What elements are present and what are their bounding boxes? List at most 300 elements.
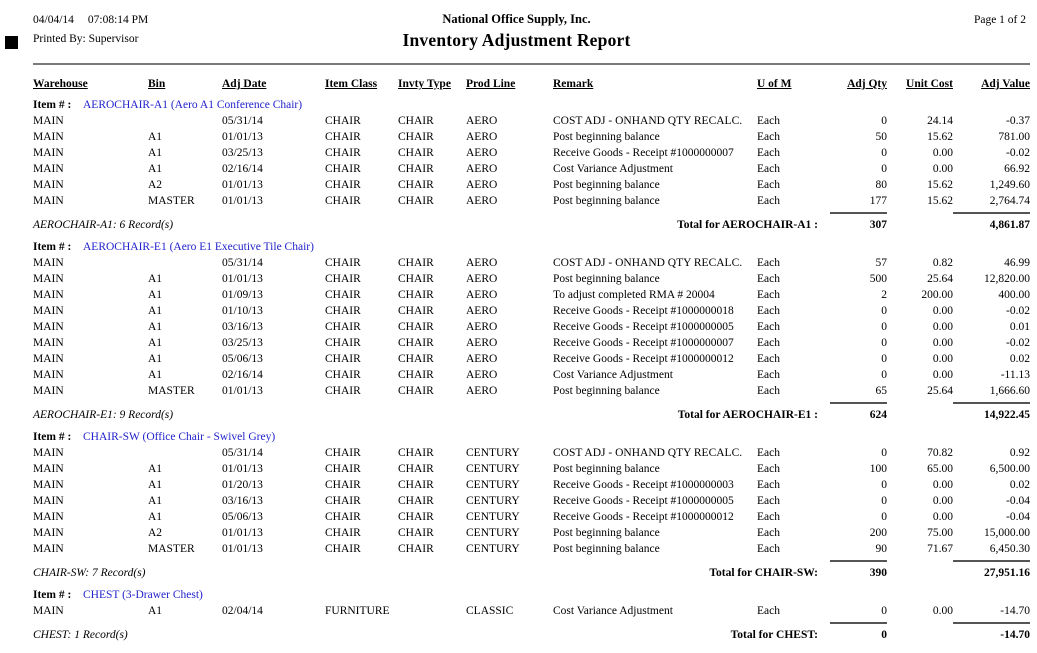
table-row — [33, 509, 1030, 525]
table-cell: Each — [757, 179, 780, 191]
table-cell: 05/31/14 — [222, 257, 263, 269]
table-cell: A1 — [148, 337, 163, 349]
table-cell: MAIN — [33, 115, 64, 127]
table-cell: A1 — [148, 605, 163, 617]
table-cell: CHAIR — [398, 495, 434, 507]
table-cell: 0.00 — [932, 495, 953, 507]
table-cell: Receive Goods - Receipt #1000000007 — [553, 337, 734, 349]
table-cell: Post beginning balance — [553, 195, 660, 207]
col-header-remark: Remark — [553, 78, 594, 90]
table-cell: 0.02 — [1009, 479, 1030, 491]
table-cell: Each — [757, 321, 780, 333]
company-name: National Office Supply, Inc. — [442, 12, 591, 26]
table-cell: COST ADJ - ONHAND QTY RECALC. — [553, 115, 743, 127]
table-cell: 02/16/14 — [222, 369, 263, 381]
table-cell: CHAIR — [325, 527, 361, 539]
table-cell: 03/16/13 — [222, 495, 263, 507]
table-cell: -0.02 — [1006, 147, 1030, 159]
col-header-bin: Bin — [148, 78, 166, 90]
table-cell: 500 — [869, 273, 887, 285]
table-cell: Each — [757, 463, 780, 475]
table-cell: CHAIR — [398, 147, 434, 159]
header-center — [33, 12, 1000, 51]
item-header-row — [33, 239, 1030, 255]
col-header-uofm: U of M — [757, 78, 792, 90]
total-adj-qty: 624 — [830, 402, 887, 423]
table-cell: Post beginning balance — [553, 273, 660, 285]
table-cell: Receive Goods - Receipt #1000000007 — [553, 147, 734, 159]
total-adj-value: -14.70 — [953, 622, 1030, 643]
table-cell: 200.00 — [921, 289, 953, 301]
table-cell: Each — [757, 273, 780, 285]
table-cell: 01/01/13 — [222, 179, 263, 191]
item-link[interactable]: CHAIR-SW (Office Chair - Swivel Grey) — [83, 431, 276, 443]
table-cell: Each — [757, 543, 780, 555]
table-cell: CHAIR — [325, 353, 361, 365]
report-header — [33, 12, 1030, 58]
table-cell: A2 — [148, 179, 163, 191]
table-cell: 0.82 — [932, 257, 953, 269]
table-cell: AERO — [466, 147, 498, 159]
table-cell: 1,666.60 — [989, 385, 1030, 397]
table-cell: 15.62 — [927, 195, 953, 207]
table-cell: -0.04 — [1006, 511, 1030, 523]
table-cell: 24.14 — [927, 115, 953, 127]
print-date: 04/04/14 — [33, 14, 74, 26]
table-cell: A1 — [148, 147, 163, 159]
table-cell: CHAIR — [325, 305, 361, 317]
table-cell: CHAIR — [398, 463, 434, 475]
table-cell — [148, 445, 222, 461]
table-cell: Each — [757, 337, 780, 349]
table-cell: 12,820.00 — [984, 273, 1030, 285]
table-row — [33, 477, 1030, 493]
table-cell: CENTURY — [466, 543, 520, 555]
table-cell: CHAIR — [398, 479, 434, 491]
table-cell: 03/16/13 — [222, 321, 263, 333]
table-cell: 90 — [875, 543, 887, 555]
table-cell: CHAIR — [398, 385, 434, 397]
table-row — [33, 541, 1030, 557]
table-cell: A1 — [148, 163, 163, 175]
item-group — [33, 429, 1030, 581]
table-row — [33, 445, 1030, 461]
table-cell: CHAIR — [398, 353, 434, 365]
table-cell: A1 — [148, 463, 163, 475]
table-cell: CHAIR — [398, 305, 434, 317]
table-cell: 01/01/13 — [222, 543, 263, 555]
table-cell: 0 — [881, 479, 887, 491]
table-cell: 02/04/14 — [222, 605, 263, 617]
records-count: AEROCHAIR-E1: 9 Record(s) — [33, 409, 174, 421]
table-cell: 65.00 — [927, 463, 953, 475]
table-cell: 177 — [869, 195, 887, 207]
table-cell: 0.00 — [932, 479, 953, 491]
table-cell: Each — [757, 163, 780, 175]
item-link[interactable]: AEROCHAIR-A1 (Aero A1 Conference Chair) — [83, 99, 303, 111]
table-cell: Each — [757, 447, 780, 459]
page-number: Page 1 of 2 — [973, 14, 1026, 26]
item-header-row — [33, 429, 1030, 445]
table-cell: CHAIR — [325, 337, 361, 349]
table-cell: Each — [757, 115, 780, 127]
report-body — [33, 97, 1030, 643]
table-cell: 02/16/14 — [222, 163, 263, 175]
table-cell: 80 — [875, 179, 887, 191]
table-cell: Each — [757, 257, 780, 269]
table-cell: 0.00 — [932, 163, 953, 175]
table-cell: FURNITURE — [325, 605, 390, 617]
table-cell: AERO — [466, 305, 498, 317]
table-cell: 01/01/13 — [222, 195, 263, 207]
table-cell: CHAIR — [398, 369, 434, 381]
table-cell: Each — [757, 289, 780, 301]
table-cell: Cost Variance Adjustment — [553, 163, 673, 175]
table-row — [33, 255, 1030, 271]
table-cell: MAIN — [33, 273, 64, 285]
col-header-invty-type: Invty Type — [398, 78, 451, 90]
table-cell: Each — [757, 147, 780, 159]
table-cell: AERO — [466, 195, 498, 207]
table-cell: 2,764.74 — [989, 195, 1030, 207]
records-count: AEROCHAIR-A1: 6 Record(s) — [33, 219, 174, 231]
table-row — [33, 351, 1030, 367]
table-cell: CHAIR — [325, 495, 361, 507]
stray-black-mark — [5, 36, 18, 49]
table-cell: 0 — [881, 115, 887, 127]
table-cell: 0.92 — [1009, 447, 1030, 459]
table-cell: 05/31/14 — [222, 115, 263, 127]
item-group — [33, 587, 1030, 643]
col-header-item-class: Item Class — [325, 78, 378, 90]
table-cell: 0 — [881, 305, 887, 317]
table-cell: 0 — [881, 369, 887, 381]
table-cell: A1 — [148, 479, 163, 491]
table-cell: 0.00 — [932, 337, 953, 349]
table-cell: Receive Goods - Receipt #1000000012 — [553, 511, 734, 523]
table-cell: MAIN — [33, 321, 64, 333]
table-cell: CENTURY — [466, 511, 520, 523]
table-cell: 0.02 — [1009, 353, 1030, 365]
table-row — [33, 319, 1030, 335]
group-total-row — [33, 560, 1030, 581]
table-cell: 100 — [869, 463, 887, 475]
table-cell: -0.02 — [1006, 305, 1030, 317]
table-cell: CHAIR — [325, 179, 361, 191]
table-cell: CHAIR — [325, 543, 361, 555]
table-cell: CENTURY — [466, 527, 520, 539]
table-row — [33, 603, 1030, 619]
table-cell: MAIN — [33, 463, 64, 475]
table-cell: 46.99 — [1004, 257, 1030, 269]
table-cell: CHAIR — [325, 289, 361, 301]
header-divider — [33, 63, 1030, 65]
table-cell: MAIN — [33, 495, 64, 507]
item-header-row — [33, 587, 1030, 603]
table-cell: CHAIR — [325, 369, 361, 381]
table-cell: CHAIR — [325, 147, 361, 159]
table-cell: A1 — [148, 305, 163, 317]
col-header-prod-line: Prod Line — [466, 78, 516, 90]
table-cell: -14.70 — [1000, 605, 1030, 617]
table-cell: A1 — [148, 321, 163, 333]
table-cell: MAIN — [33, 369, 64, 381]
table-cell: AERO — [466, 257, 498, 269]
table-cell: 71.67 — [927, 543, 953, 555]
table-cell: MAIN — [33, 289, 64, 301]
total-adj-qty: 307 — [830, 212, 887, 233]
table-cell: AERO — [466, 337, 498, 349]
table-row — [33, 303, 1030, 319]
table-cell: CHAIR — [325, 115, 361, 127]
total-adj-value: 27,951.16 — [953, 560, 1030, 581]
table-cell: 57 — [875, 257, 887, 269]
table-cell: 01/09/13 — [222, 289, 263, 301]
table-cell: MAIN — [33, 305, 64, 317]
table-cell: CHAIR — [325, 273, 361, 285]
table-cell: 65 — [875, 385, 887, 397]
table-cell: Each — [757, 511, 780, 523]
item-number-label: Item # : — [33, 241, 72, 253]
table-cell: 01/01/13 — [222, 131, 263, 143]
table-cell: -0.04 — [1006, 495, 1030, 507]
table-cell: 01/10/13 — [222, 305, 263, 317]
table-cell: 05/31/14 — [222, 447, 263, 459]
table-cell: AERO — [466, 273, 498, 285]
table-cell: MASTER — [148, 195, 195, 207]
table-cell: CHAIR — [398, 195, 434, 207]
table-cell: Each — [757, 305, 780, 317]
table-cell: 6,450.30 — [989, 543, 1030, 555]
table-cell: MASTER — [148, 385, 195, 397]
table-cell: Post beginning balance — [553, 179, 660, 191]
table-cell: Each — [757, 385, 780, 397]
table-cell: CHAIR — [325, 447, 361, 459]
table-cell: Each — [757, 131, 780, 143]
group-total-row — [33, 212, 1030, 233]
table-cell: CHAIR — [398, 115, 434, 127]
table-row — [33, 383, 1030, 399]
table-cell: 1,249.60 — [989, 179, 1030, 191]
table-cell: CHAIR — [398, 321, 434, 333]
table-cell: 01/01/13 — [222, 463, 263, 475]
total-label: Total for AEROCHAIR-E1 : — [677, 409, 818, 421]
table-cell: Each — [757, 369, 780, 381]
table-cell: CHAIR — [398, 273, 434, 285]
table-cell: 50 — [875, 131, 887, 143]
report-title: Inventory Adjustment Report — [402, 30, 631, 50]
table-cell: 15,000.00 — [984, 527, 1030, 539]
table-cell: 0.00 — [932, 305, 953, 317]
table-cell: 03/25/13 — [222, 147, 263, 159]
table-cell: Cost Variance Adjustment — [553, 605, 673, 617]
table-cell: 0.00 — [932, 605, 953, 617]
table-cell: 0 — [881, 147, 887, 159]
item-number-label: Item # : — [33, 99, 72, 111]
table-cell: MAIN — [33, 605, 64, 617]
item-group — [33, 239, 1030, 423]
table-row — [33, 493, 1030, 509]
table-cell: 66.92 — [1004, 163, 1030, 175]
records-count: CHEST: 1 Record(s) — [33, 629, 128, 641]
table-cell: 400.00 — [998, 289, 1030, 301]
table-cell: 0.00 — [932, 369, 953, 381]
table-cell: 01/01/13 — [222, 527, 263, 539]
table-cell: Each — [757, 495, 780, 507]
table-row — [33, 335, 1030, 351]
table-cell: CHAIR — [398, 527, 434, 539]
table-cell — [398, 603, 466, 619]
table-row — [33, 129, 1030, 145]
table-cell: MAIN — [33, 527, 64, 539]
table-cell: CENTURY — [466, 447, 520, 459]
table-cell: A1 — [148, 131, 163, 143]
table-cell: COST ADJ - ONHAND QTY RECALC. — [553, 447, 743, 459]
print-time: 07:08:14 PM — [87, 14, 149, 26]
records-count: CHAIR-SW: 7 Record(s) — [33, 567, 146, 579]
table-cell: MAIN — [33, 147, 64, 159]
table-cell: MAIN — [33, 385, 64, 397]
table-cell: MAIN — [33, 337, 64, 349]
table-cell: Each — [757, 605, 780, 617]
table-cell: 0 — [881, 353, 887, 365]
table-cell: A1 — [148, 495, 163, 507]
table-cell: CHAIR — [398, 289, 434, 301]
item-number-label: Item # : — [33, 589, 72, 601]
table-cell: MAIN — [33, 179, 64, 191]
col-header-warehouse: Warehouse — [33, 78, 88, 90]
table-cell: 0 — [881, 495, 887, 507]
table-cell: AERO — [466, 369, 498, 381]
table-cell: MAIN — [33, 257, 64, 269]
table-cell: MASTER — [148, 543, 195, 555]
table-cell: CENTURY — [466, 463, 520, 475]
table-cell: Post beginning balance — [553, 527, 660, 539]
item-header-row — [33, 97, 1030, 113]
table-cell: 0 — [881, 321, 887, 333]
table-row — [33, 177, 1030, 193]
table-cell — [148, 113, 222, 129]
table-cell: MAIN — [33, 543, 64, 555]
printed-by: Printed By: Supervisor — [33, 33, 139, 45]
table-row — [33, 367, 1030, 383]
table-cell: MAIN — [33, 195, 64, 207]
total-adj-qty: 0 — [830, 622, 887, 643]
table-cell: 781.00 — [998, 131, 1030, 143]
total-label: Total for AEROCHAIR-A1 : — [677, 219, 818, 231]
table-cell: AERO — [466, 163, 498, 175]
item-link[interactable]: CHEST (3-Drawer Chest) — [83, 589, 203, 601]
table-cell — [148, 255, 222, 271]
table-cell: AERO — [466, 321, 498, 333]
table-cell: CHAIR — [325, 163, 361, 175]
table-row — [33, 287, 1030, 303]
table-row — [33, 193, 1030, 209]
table-cell: Each — [757, 195, 780, 207]
table-cell: CHAIR — [398, 337, 434, 349]
table-cell: CHAIR — [325, 195, 361, 207]
table-cell: AERO — [466, 353, 498, 365]
table-cell: Post beginning balance — [553, 131, 660, 143]
table-cell: -0.02 — [1006, 337, 1030, 349]
table-cell: Receive Goods - Receipt #1000000018 — [553, 305, 734, 317]
table-cell: CHAIR — [325, 385, 361, 397]
table-cell: Each — [757, 527, 780, 539]
table-cell: CHAIR — [325, 131, 361, 143]
table-cell: 25.64 — [927, 385, 953, 397]
table-cell: Post beginning balance — [553, 385, 660, 397]
item-number-label: Item # : — [33, 431, 72, 443]
table-row — [33, 271, 1030, 287]
table-cell: AERO — [466, 385, 498, 397]
table-cell: 2 — [881, 289, 887, 301]
table-cell: 0 — [881, 605, 887, 617]
table-cell: AERO — [466, 115, 498, 127]
table-cell: Post beginning balance — [553, 543, 660, 555]
table-cell: A1 — [148, 273, 163, 285]
table-cell: CHAIR — [325, 479, 361, 491]
table-cell: MAIN — [33, 511, 64, 523]
table-cell: 0.00 — [932, 321, 953, 333]
table-cell: 0.00 — [932, 147, 953, 159]
table-row — [33, 461, 1030, 477]
table-cell: A1 — [148, 369, 163, 381]
table-cell: -0.37 — [1006, 115, 1030, 127]
total-adj-value: 4,861.87 — [953, 212, 1030, 233]
table-cell: CHAIR — [325, 257, 361, 269]
table-cell: Receive Goods - Receipt #1000000005 — [553, 321, 734, 333]
total-label: Total for CHAIR-SW: — [709, 567, 818, 579]
table-cell: Each — [757, 353, 780, 365]
group-total-row — [33, 622, 1030, 643]
table-cell: 0 — [881, 447, 887, 459]
table-cell: 03/25/13 — [222, 337, 263, 349]
table-cell: CHAIR — [398, 257, 434, 269]
table-cell: Cost Variance Adjustment — [553, 369, 673, 381]
table-cell: CLASSIC — [466, 605, 514, 617]
table-cell: CHAIR — [398, 179, 434, 191]
table-cell: AERO — [466, 179, 498, 191]
table-cell: Receive Goods - Receipt #1000000003 — [553, 479, 734, 491]
table-cell: A1 — [148, 353, 163, 365]
table-cell: Post beginning balance — [553, 463, 660, 475]
table-cell: CHAIR — [325, 511, 361, 523]
table-cell: 0.00 — [932, 511, 953, 523]
total-adj-qty: 390 — [830, 560, 887, 581]
table-cell: AERO — [466, 289, 498, 301]
item-link[interactable]: AEROCHAIR-E1 (Aero E1 Executive Tile Chair) — [83, 241, 314, 253]
table-cell: A1 — [148, 289, 163, 301]
table-cell: 0.01 — [1009, 321, 1030, 333]
table-cell: CHAIR — [398, 511, 434, 523]
table-cell: MAIN — [33, 447, 64, 459]
table-cell: 05/06/13 — [222, 511, 263, 523]
table-cell: CHAIR — [398, 131, 434, 143]
table-cell: -11.13 — [1000, 369, 1030, 381]
table-cell: 15.62 — [927, 179, 953, 191]
table-cell: Each — [757, 479, 780, 491]
table-cell: 0.00 — [932, 353, 953, 365]
col-header-adj-qty: Adj Qty — [847, 78, 887, 90]
table-row — [33, 161, 1030, 177]
table-cell: 0 — [881, 511, 887, 523]
table-cell: MAIN — [33, 479, 64, 491]
table-cell: 0 — [881, 163, 887, 175]
item-group — [33, 97, 1030, 233]
table-cell: 01/01/13 — [222, 273, 263, 285]
table-row — [33, 113, 1030, 129]
table-cell: 0 — [881, 337, 887, 349]
